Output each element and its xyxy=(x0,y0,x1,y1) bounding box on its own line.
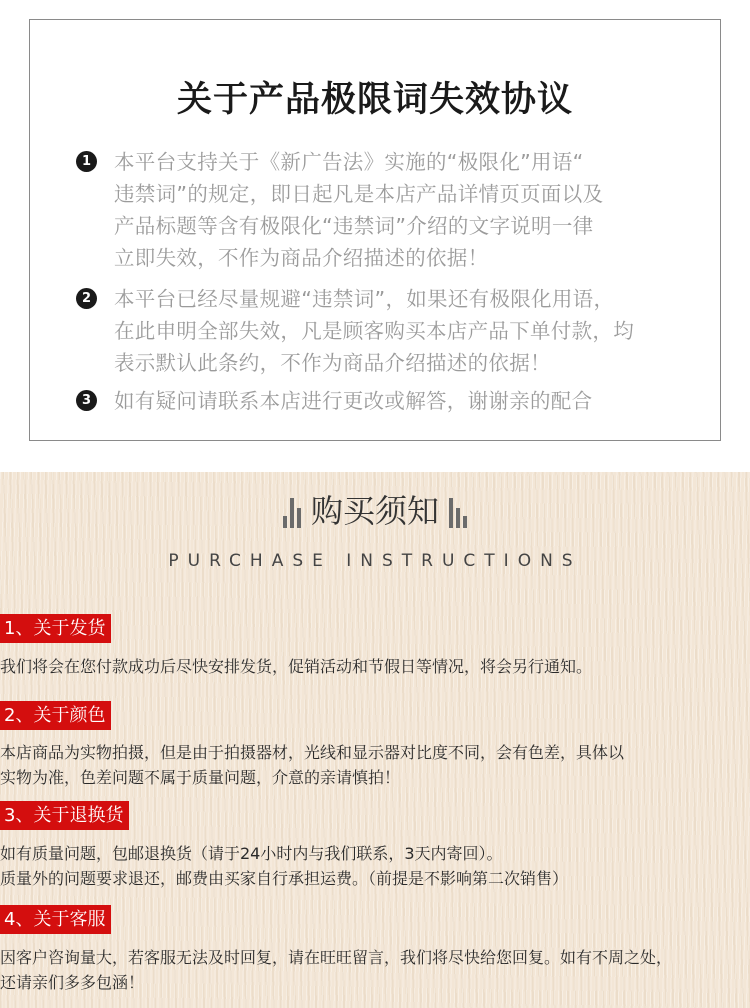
body-line: 还请亲们多多包涵！ xyxy=(0,973,145,992)
body-line: 本店商品为实物拍摄，但是由于拍摄器材，光线和显示器对比度不同，会有色差，具体以 xyxy=(0,743,625,762)
shipping-body xyxy=(0,654,748,679)
customer-service-heading: 4、关于客服 xyxy=(0,905,111,934)
clause-line: 立即失效，不作为商品介绍描述的依据！ xyxy=(114,246,489,270)
bar-decoration-icon xyxy=(449,498,467,528)
clause-line: 本平台已经尽量规避“违禁词”，如果还有极限化用语， xyxy=(114,287,615,311)
clause-line: 如有疑问请联系本店进行更改或解答，谢谢亲的配合 xyxy=(114,389,593,413)
returns-body xyxy=(0,841,748,891)
section-title-row xyxy=(0,490,750,532)
purchase-instructions-section xyxy=(0,472,750,1008)
clause-number-badge: 2 xyxy=(76,288,97,309)
clause-line: 在此申明全部失效，凡是顾客购买本店产品下单付款，均 xyxy=(114,319,634,343)
body-line: 如有质量问题，包邮退换货（请于24小时内与我们联系，3天内寄回）。 xyxy=(0,844,503,863)
clause-line: 表示默认此条约，不作为商品介绍描述的依据！ xyxy=(114,351,551,375)
color-heading: 2、关于颜色 xyxy=(0,701,111,730)
section-subtitle: PURCHASE INSTRUCTIONS xyxy=(168,551,582,571)
clause-text xyxy=(114,385,689,417)
clause-line: 产品标题等含有极限化“违禁词”介绍的文字说明一律 xyxy=(114,214,594,238)
clause-text xyxy=(114,283,689,379)
body-line: 我们将会在您付款成功后尽快安排发货，促销活动和节假日等情况，将会另行通知。 xyxy=(0,657,593,676)
clause-number-badge: 3 xyxy=(76,390,97,411)
clause-text xyxy=(114,146,689,274)
body-line: 实物为准，色差问题不属于质量问题，介意的亲请慎拍！ xyxy=(0,768,401,787)
returns-heading: 3、关于退换货 xyxy=(0,801,129,830)
bar-decoration-icon xyxy=(283,498,301,528)
agreement-title: 关于产品极限词失效协议 xyxy=(176,80,573,120)
clause-number-badge: 1 xyxy=(76,151,97,172)
clause-line: 违禁词”的规定，即日起凡是本店产品详情页页面以及 xyxy=(114,182,604,206)
customer-service-body xyxy=(0,945,748,995)
body-line: 质量外的问题要求退还，邮费由买家自行承担运费。（前提是不影响第二次销售） xyxy=(0,869,569,888)
color-body xyxy=(0,740,748,790)
agreement-box xyxy=(29,19,721,441)
shipping-heading: 1、关于发货 xyxy=(0,614,111,643)
clause-line: 本平台支持关于《新广告法》实施的“极限化”用语“ xyxy=(114,150,584,174)
agreement-section xyxy=(0,0,750,472)
body-line: 因客户咨询量大，若客服无法及时回复，请在旺旺留言，我们将尽快给您回复。如有不周之处， xyxy=(0,948,673,967)
section-title: 购买须知 xyxy=(310,492,439,530)
